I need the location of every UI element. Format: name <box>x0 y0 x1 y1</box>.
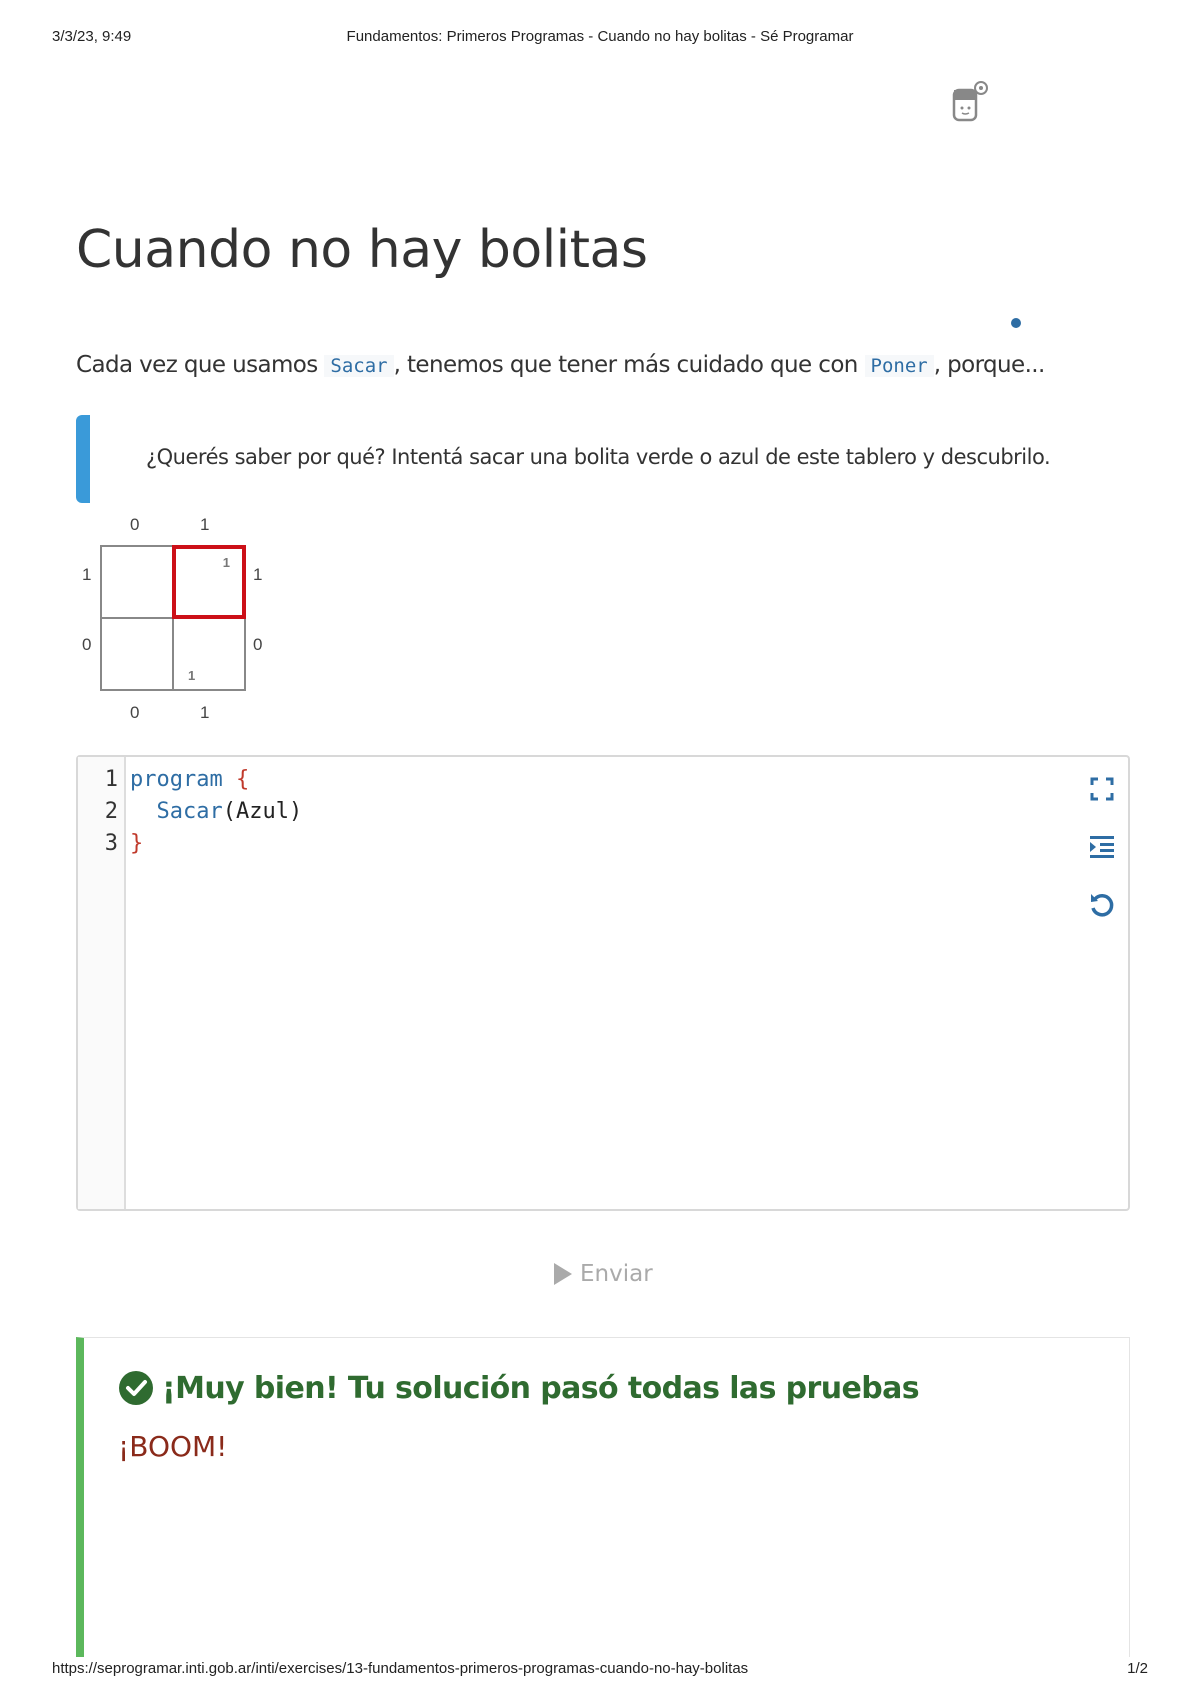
reset-icon[interactable] <box>1088 891 1116 919</box>
col-label-top-1: 1 <box>200 515 210 534</box>
line-number: 1 <box>104 767 118 792</box>
result-message: ¡BOOM! <box>118 1430 228 1463</box>
board-cell <box>172 617 246 691</box>
result-header <box>118 1370 919 1406</box>
close-brace: } <box>130 831 144 856</box>
col-label-bottom-0: 0 <box>130 703 140 722</box>
code-editor[interactable] <box>76 755 1130 1211</box>
open-brace: { <box>235 767 250 792</box>
line-gutter <box>78 757 126 1209</box>
board <box>70 515 290 725</box>
submit-label: Enviar <box>580 1261 653 1287</box>
play-icon <box>552 1261 574 1287</box>
row-label-left-1: 1 <box>82 565 92 584</box>
code-poner: Poner <box>865 355 934 377</box>
code-line[interactable] <box>130 831 143 856</box>
board-cell <box>100 617 174 691</box>
progress-dot <box>1011 318 1021 328</box>
function-args: (Azul) <box>222 799 303 824</box>
board-cell <box>100 545 174 619</box>
board-cell-selected <box>172 545 246 619</box>
result-panel <box>76 1337 1130 1657</box>
intro-middle: , tenemos que tener más cuidado que con <box>393 352 865 378</box>
hint-callout <box>76 415 1140 503</box>
print-date: 3/3/23, 9:49 <box>52 28 132 45</box>
intro-after: , porque... <box>933 352 1045 378</box>
line-number: 3 <box>104 831 118 856</box>
ball-count: 1 <box>222 555 230 570</box>
row-label-right-0: 0 <box>253 635 263 654</box>
indent-icon[interactable] <box>1088 833 1116 861</box>
row-label-right-1: 1 <box>253 565 263 584</box>
code-sacar: Sacar <box>324 355 393 377</box>
submit-button[interactable] <box>552 1258 653 1290</box>
ball-count: 1 <box>188 668 196 683</box>
page-title: Cuando no hay bolitas <box>76 220 648 280</box>
print-title: Fundamentos: Primeros Programas - Cuando no hay bolitas - Sé Programar <box>346 28 854 45</box>
fullscreen-icon[interactable] <box>1088 775 1116 803</box>
robot-mascot-icon <box>950 78 990 126</box>
print-url: https://seprogramar.inti.gob.ar/inti/exercises/13-fundamentos-primeros-programas-cuando-no-hay-bolitas <box>52 1660 749 1677</box>
print-page-number: 1/2 <box>1127 1660 1148 1677</box>
line-number: 2 <box>104 799 118 824</box>
row-label-left-0: 0 <box>82 635 92 654</box>
code-line[interactable] <box>130 767 249 792</box>
col-label-top-0: 0 <box>130 515 140 534</box>
function-sacar: Sacar <box>156 799 223 824</box>
keyword-program: program <box>130 767 223 792</box>
check-circle-icon <box>118 1370 154 1406</box>
code-line[interactable] <box>130 799 302 824</box>
col-label-bottom-1: 1 <box>200 703 210 722</box>
hint-text: ¿Querés saber por qué? Intentá sacar una bolita verde o azul de este tablero y descubrilo. <box>146 445 1051 469</box>
intro-text <box>76 352 1045 378</box>
intro-before: Cada vez que usamos <box>76 352 325 378</box>
result-title: ¡Muy bien! Tu solución pasó todas las pruebas <box>162 1370 920 1406</box>
